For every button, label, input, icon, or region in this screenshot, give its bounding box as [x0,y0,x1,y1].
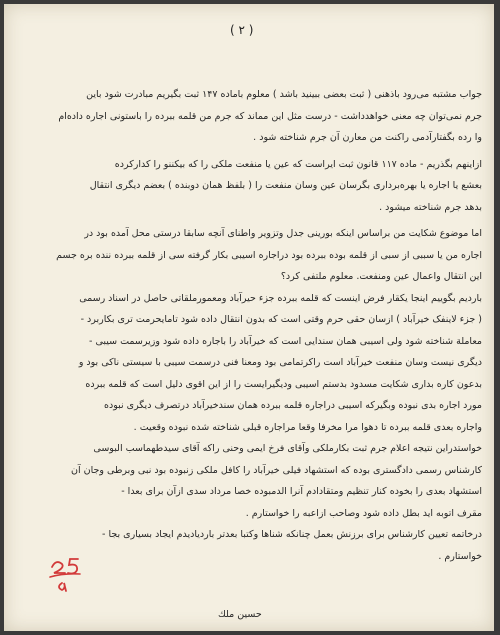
paragraph [18,288,482,439]
text-line: جواب مشتبه می‌رود باذهنی ( ثبت بعضی ببینید باشد ) معلوم باماده ۱۴۷ ثبت بگیریم مبادرت شود باین [86,89,482,100]
text-line: خواستدراین نتیجه اعلام جرم ثبت بکارملکی وآقای فرخ ایمی وحنی راکه آقای سیدطهماسب البوسی [93,443,482,454]
text-line: دیگری نیست وسان منفعت خیرآباد است راکرتمامی بود ومعنا فنی درسمت سیبی با سیستی ناکی بود و [78,357,482,368]
paragraph [18,84,482,149]
paragraph [18,223,482,288]
text-line: این انتقال واعمال عین ومنفعت. معلوم ملتفی کرد؟ [280,271,482,282]
text-line: کارشناس رسمی دادگستری بوده که استشهاد فیلی خیرآباد را کافل ملکی زنبوده بود نبی وبرطی وجان آن [70,464,482,476]
text-line: ازاینهم بگذریم - ماده ۱۱۷ قانون ثبت ایراست که عین یا منفعت ملکی را که بیکننو را کدارکرده [114,158,482,170]
text-line: استشهاد بعدی را بخوده کنار تنظیم ومتقادادم آنرا الدمبوده خصا مرداد سدی ازآن براى بعدا - [121,486,482,497]
text-line: خواستارم . [438,550,482,562]
document-page [4,4,494,631]
text-line: جرم نمی‌توان چه معنی خواهدداشت - درست مثل این مماند که جرم من قلمه ببرده را باستونی اجاره داده‌ام [58,110,482,122]
page-number: ( ۲ ) [230,23,254,37]
text-line: اجاره من یا سببی از سبی از قلمه بوده ببرده بود دراجاره اسیبی بکار گرفته سی از قلمه ببرده ننده بره جسم [56,249,482,261]
text-line: درخاتمه تعیین کارشناس برای برزنش بعمل چنانکه شناها وکتبا بعدتر باردیادیدم ایجاد بسیاری بجا - [102,529,482,540]
text-line: بدعون کاره بداری شکایت مسدود بدستم اسیبی ودیگیرایست را از این اقوی دلیل است که قلمه ببرده [85,378,482,390]
text-line: بعشع یا اجاره یا بهره‌برداری بگرسان عین وسان منفعت را ( بلفظ همان دوبنده ) بعضم دیگری انتقال [89,180,482,191]
paragraph [18,524,482,567]
text-line: معاملة شناخته شود ولی اسیبی همان سندایی است که خیرآباد را باجاره داده شود وزیرسمت سیبی - [89,335,482,347]
text-line: بدهد جرم شناخته میشود . [379,201,482,213]
text-line: ( جزء لاینفک خیرآباد ) ازسان حقی حرم وقتی است که بدون انتقال داده شود تامایحرمت تری بکاربرد - [80,314,482,325]
text-line: وا رده بگفتارآدمی راکنت من معارن آن جرم شناخته شود . [253,132,482,143]
letter-body [18,84,482,567]
paragraph [18,154,482,219]
signature: حسین ملك [218,609,262,620]
handwritten-annotation [44,553,86,595]
handwritten-number-mark [44,553,86,595]
paragraph [18,438,482,524]
text-line: مورد اجاره بدی نبوده وبگیرکه اسیبی دراجاره قلمه ببرده همان سندخیرآباد درتصرف دیگری نبوده [103,400,482,411]
text-line: واجاره بعدی قلمه ببرده تا دهوا مرا مخرفا وقعا مراجاره قبلی شناخته شده نبوده وقعیت . [133,421,482,433]
text-line: باردیم بگوییم اینجا یکقار فرض اینست که قلمه ببرده جزء حیرآباد ومعمورملقاتی حاصل در اسناد رسمی [79,292,482,304]
text-line: اما موضوع شکایت من براساس اینکه بورینی جدل وتزویر واطنای آنچه سابقا درستی محل آمده بود در [84,228,482,239]
text-line: مقرف اتوبه اید بطل داده شود وصاحب ازاعبه را خواستارم . [245,507,482,519]
